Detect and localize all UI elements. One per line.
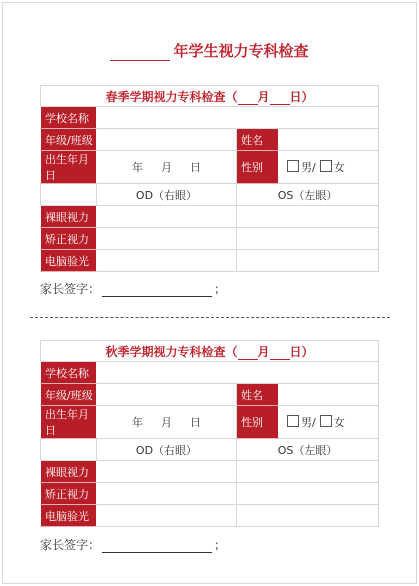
computer-os-field[interactable] [237,505,379,527]
school-field[interactable] [97,107,379,129]
male-checkbox[interactable] [287,415,299,427]
female-label: 女 [333,416,345,429]
male-checkbox[interactable] [287,160,299,172]
school-field[interactable] [97,362,379,384]
parent-signature-1 [40,280,226,297]
os-header: OS（左眼） [237,439,379,461]
form-heading: 秋季学期视力专科检查（ 月 日） [41,341,379,362]
naked-os-field[interactable] [237,461,379,483]
signature-end: ； [214,282,227,296]
corrected-od-field[interactable] [97,483,237,505]
naked-os-field[interactable] [237,206,379,228]
female-checkbox[interactable] [320,415,332,427]
od-header: OD（右眼） [97,439,237,461]
birth-field[interactable]: 年 月 日 [97,151,237,184]
school-label: 学校名称 [41,362,97,384]
month-blank[interactable] [238,93,258,105]
name-label: 姓名 [237,384,279,406]
corrected-vision-label: 矫正视力 [41,228,97,250]
od-header: OD（右眼） [97,184,237,206]
gender-label: 性别 [237,406,279,439]
male-label: 男/ [301,416,316,429]
name-field[interactable] [279,129,379,151]
form-heading: 春季学期视力专科检查（ 月 日） [41,86,379,107]
birth-label: 出生年月日 [41,406,97,439]
signature-label: 家长签字： [40,282,101,296]
name-label: 姓名 [237,129,279,151]
grade-field[interactable] [97,384,237,406]
empty-corner [41,184,97,206]
corrected-os-field[interactable] [237,483,379,505]
signature-label: 家长签字： [40,538,101,552]
year-blank[interactable] [110,46,170,61]
exam-table [40,340,379,527]
cut-line [30,317,390,318]
naked-vision-label: 裸眼视力 [41,206,97,228]
birth-label: 出生年月日 [41,151,97,184]
naked-od-field[interactable] [97,461,237,483]
computer-od-field[interactable] [97,505,237,527]
female-label: 女 [333,161,345,174]
exam-table [40,85,379,272]
corrected-vision-label: 矫正视力 [41,483,97,505]
signature-field[interactable] [102,540,212,553]
school-label: 学校名称 [41,107,97,129]
computer-os-field[interactable] [237,250,379,272]
signature-end: ； [214,538,227,552]
male-label: 男/ [301,161,316,174]
grade-field[interactable] [97,129,237,151]
naked-vision-label: 裸眼视力 [41,461,97,483]
computer-od-field[interactable] [97,250,237,272]
gender-label: 性别 [237,151,279,184]
female-checkbox[interactable] [320,160,332,172]
signature-field[interactable] [102,284,212,297]
day-blank[interactable] [270,93,290,105]
gender-field [279,151,379,184]
corrected-os-field[interactable] [237,228,379,250]
grade-label: 年级/班级 [41,129,97,151]
day-blank[interactable] [270,348,290,360]
grade-label: 年级/班级 [41,384,97,406]
parent-signature-2 [40,536,226,553]
os-header: OS（左眼） [237,184,379,206]
empty-corner [41,439,97,461]
computer-refraction-label: 电脑验光 [41,505,97,527]
naked-od-field[interactable] [97,206,237,228]
name-field[interactable] [279,384,379,406]
title-text: 年学生视力专科检查 [173,42,309,60]
gender-field [279,406,379,439]
month-blank[interactable] [238,348,258,360]
birth-field[interactable]: 年 月 日 [97,406,237,439]
page-title [0,40,419,61]
spring-exam-form [40,85,378,272]
corrected-od-field[interactable] [97,228,237,250]
computer-refraction-label: 电脑验光 [41,250,97,272]
autumn-exam-form [40,340,378,527]
